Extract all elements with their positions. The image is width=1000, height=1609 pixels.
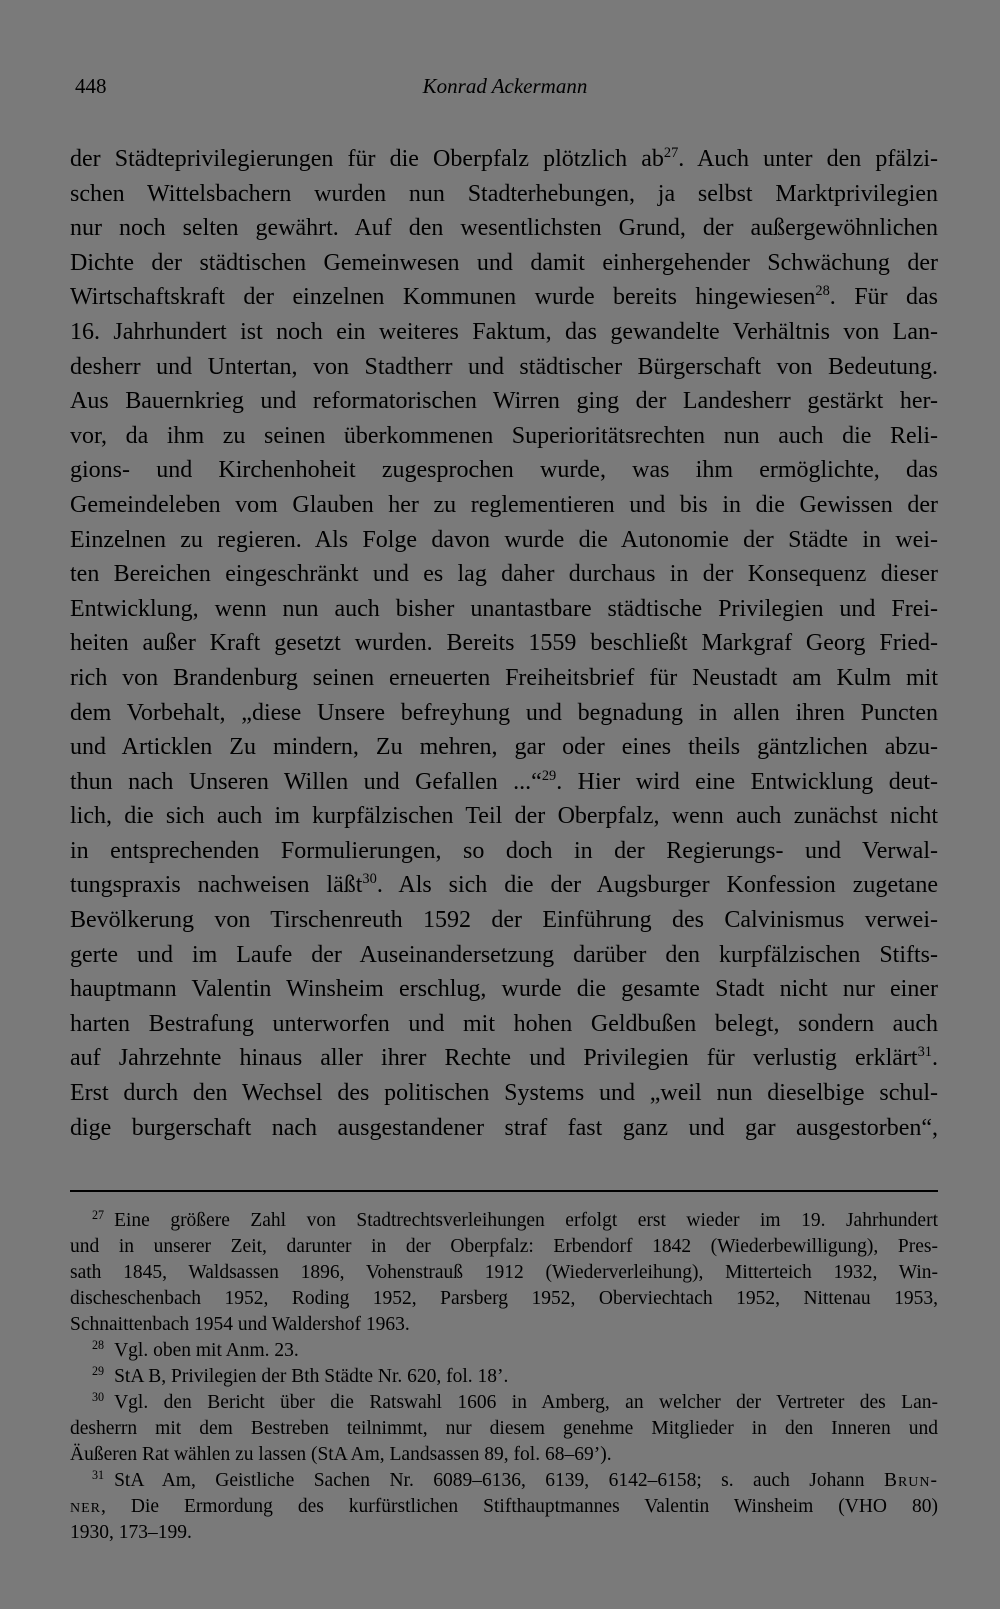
body-line: thun nach Unseren Willen und Gefallen ...“$^{29}$. Hier wird eine Entwicklung deut- — [70, 767, 939, 795]
body-line: nur noch selten gewährt. Auf den wesentlichsten Grund, der außergewöhnlichen — [70, 215, 938, 242]
body-line: gions- und Kirchenhoheit zugesprochen wurde, was ihm ermöglichte, das — [70, 457, 938, 484]
body-line: schen Wittelsbachern wurden nun Stadterhebungen, ja selbst Marktprivilegien — [70, 180, 938, 207]
body-line: harten Bestrafung unterworfen und mit hohen Geldbußen belegt, sondern auch — [70, 1010, 938, 1037]
body-line: der Städteprivilegierungen für die Oberpfalz plötzlich $ab^{27}$. Auch unter den pfälzi- — [70, 145, 939, 172]
footnote-mark: 29 — [92, 1363, 105, 1378]
footnote-30: $^{30}$ Vgl. den Bericht über die Ratswahl 1606 in Amberg, an welcher der Vertreter des Lan- — [92, 1389, 938, 1413]
body-line: Einzelnen zu regieren. Als Folge davon wurde die Autonomie der Städte in wei- — [70, 526, 938, 553]
body-line: und Articklen Zu mindern, Zu mehren, gar oder eines theils gäntzlichen abzu- — [70, 734, 938, 761]
body-line: ten Bereichen eingeschränkt und es lag daher durchaus in der Konsequenz dieser — [70, 561, 938, 588]
body-line: heiten außer Kraft gesetzt wurden. Bereits 1559 beschließt Markgraf Georg Fried- — [70, 630, 938, 657]
footnote-line: 1930, 173–199. — [70, 1522, 192, 1543]
body-line: lich, die sich auch im kurpfälzischen Teil der Oberpfalz, wenn auch zunächst nicht — [70, 803, 938, 830]
body-line: tungspraxis nachweisen läßt$^{30}$. Als sich die der Augsburger Konfession zugetane — [70, 871, 938, 899]
body-line: rich von Brandenburg seinen erneuerten Freiheitsbrief für Neustadt am Kulm mit — [70, 664, 938, 691]
footnote-28: $^{28}$ Vgl. oben mit Anm. 23. — [92, 1337, 299, 1361]
footnote-mark: 28 — [92, 1337, 105, 1352]
body-line: desherr und Untertan, von Stadtherr und städtischer Bürgerschaft von Bedeutung. — [70, 353, 938, 380]
page-number: 448 — [75, 74, 107, 98]
footnote-ref-28[interactable]: 28 — [815, 283, 830, 300]
footnote-mark: 30 — [92, 1389, 105, 1404]
footnote-line: sath 1845, Waldsassen 1896, Vohenstrauß 1912 (Wiederverleihung), Mitterteich 1932, Win- — [70, 1262, 938, 1283]
footnote-line: ner, Die Ermordung des kurfürstlichen Stifthauptmannes Valentin Winsheim (VHO 80) — [70, 1496, 938, 1517]
body-line: in entsprechenden Formulierungen, so doch in der Regierungs- und Verwal- — [70, 837, 938, 864]
body-line: gerte und im Laufe der Auseinandersetzung darüber den kurpfälzischen Stifts- — [70, 941, 938, 968]
footnote-line: discheschenbach 1952, Roding 1952, Parsberg 1952, Oberviechtach 1952, Nittenau 1953, — [70, 1288, 938, 1309]
footnote-27: $^{27}$ Eine größere Zahl von Stadtrechtsverleihungen erfolgt erst wieder im 19. Jahrhundert — [92, 1207, 938, 1231]
author-name-smallcaps: ner — [70, 1496, 101, 1517]
main-text-block — [70, 142, 938, 1145]
footnote-mark: 31 — [92, 1467, 105, 1482]
body-line: Dichte der städtischen Gemeinwesen und damit einhergehender Schwächung der — [70, 249, 938, 276]
body-line: vor, da ihm zu seinen überkommenen Superioritätsrechten nun auch die Reli- — [70, 422, 938, 449]
body-line: Gemeindeleben vom Glauben her zu reglementieren und bis in die Gewissen der — [70, 491, 938, 518]
footnote-divider — [70, 1190, 938, 1192]
footnote-line: desherrn mit dem Bestreben teilnimmt, nur diesem genehme Mitglieder in den Inneren und — [70, 1418, 938, 1439]
body-line: dige burgerschaft nach ausgestandener straf fast ganz und gar ausgestorben“, — [70, 1114, 938, 1141]
footnote-ref-31[interactable]: 31 — [917, 1044, 932, 1061]
body-line: Wirtschaftskraft der einzelnen Kommunen wurde bereits hingewiesen$^{28}$. Für das — [70, 283, 938, 311]
body-line: Bevölkerung von Tirschenreuth 1592 der Einführung des Calvinismus verwei- — [70, 907, 938, 934]
footnote-29: $^{29}$ StA B, Privilegien der Bth Städte Nr. 620, fol. 18’. — [92, 1363, 509, 1387]
footnote-line: Äußeren Rat wählen zu lassen (StA Am, Landsassen 89, fol. 68–69’). — [70, 1444, 612, 1465]
footnote-ref-30[interactable]: 30 — [362, 871, 377, 888]
footnote-31: $^{31}$ StA Am, Geistliche Sachen Nr. 6089–6136, 6139, 6142–6158; s. auch Johann Brun- — [92, 1467, 938, 1491]
body-line: Entwicklung, wenn nun auch bisher unantastbare städtische Privilegien und Frei- — [70, 595, 938, 622]
footnotes-block — [70, 1208, 938, 1546]
footnote-line: Schnaittenbach 1954 und Waldershof 1963. — [70, 1314, 410, 1335]
footnote-mark: 27 — [92, 1207, 105, 1222]
running-head-author: Konrad Ackermann — [422, 74, 588, 98]
footnote-ref-27[interactable]: 27 — [663, 145, 679, 161]
body-line: 16. Jahrhundert ist noch ein weiteres Faktum, das gewandelte Verhältnis von Lan- — [70, 318, 938, 345]
body-line: dem Vorbehalt, „diese Unsere befreyhung und begnadung in allen ihren Puncten — [70, 699, 938, 726]
footnote-ref-29[interactable]: 29 — [541, 767, 557, 784]
page-header — [75, 74, 935, 104]
body-line: auf Jahrzehnte hinaus aller ihrer Rechte und Privilegien für verlustig erklärt$^{31}$. — [70, 1044, 938, 1072]
body-line: hauptmann Valentin Winsheim erschlug, wurde die gesamte Stadt nicht nur einer — [70, 976, 938, 1003]
body-line: Aus Bauernkrieg und reformatorischen Wirren ging der Landesherr gestärkt her- — [70, 388, 938, 415]
body-line: Erst durch den Wechsel des politischen Systems und „weil nun dieselbige schul- — [70, 1080, 938, 1107]
author-name-smallcaps: Brun- — [883, 1470, 938, 1491]
footnote-line: und in unserer Zeit, darunter in der Oberpfalz: Erbendorf 1842 (Wiederbewilligung), Pres- — [70, 1236, 938, 1257]
